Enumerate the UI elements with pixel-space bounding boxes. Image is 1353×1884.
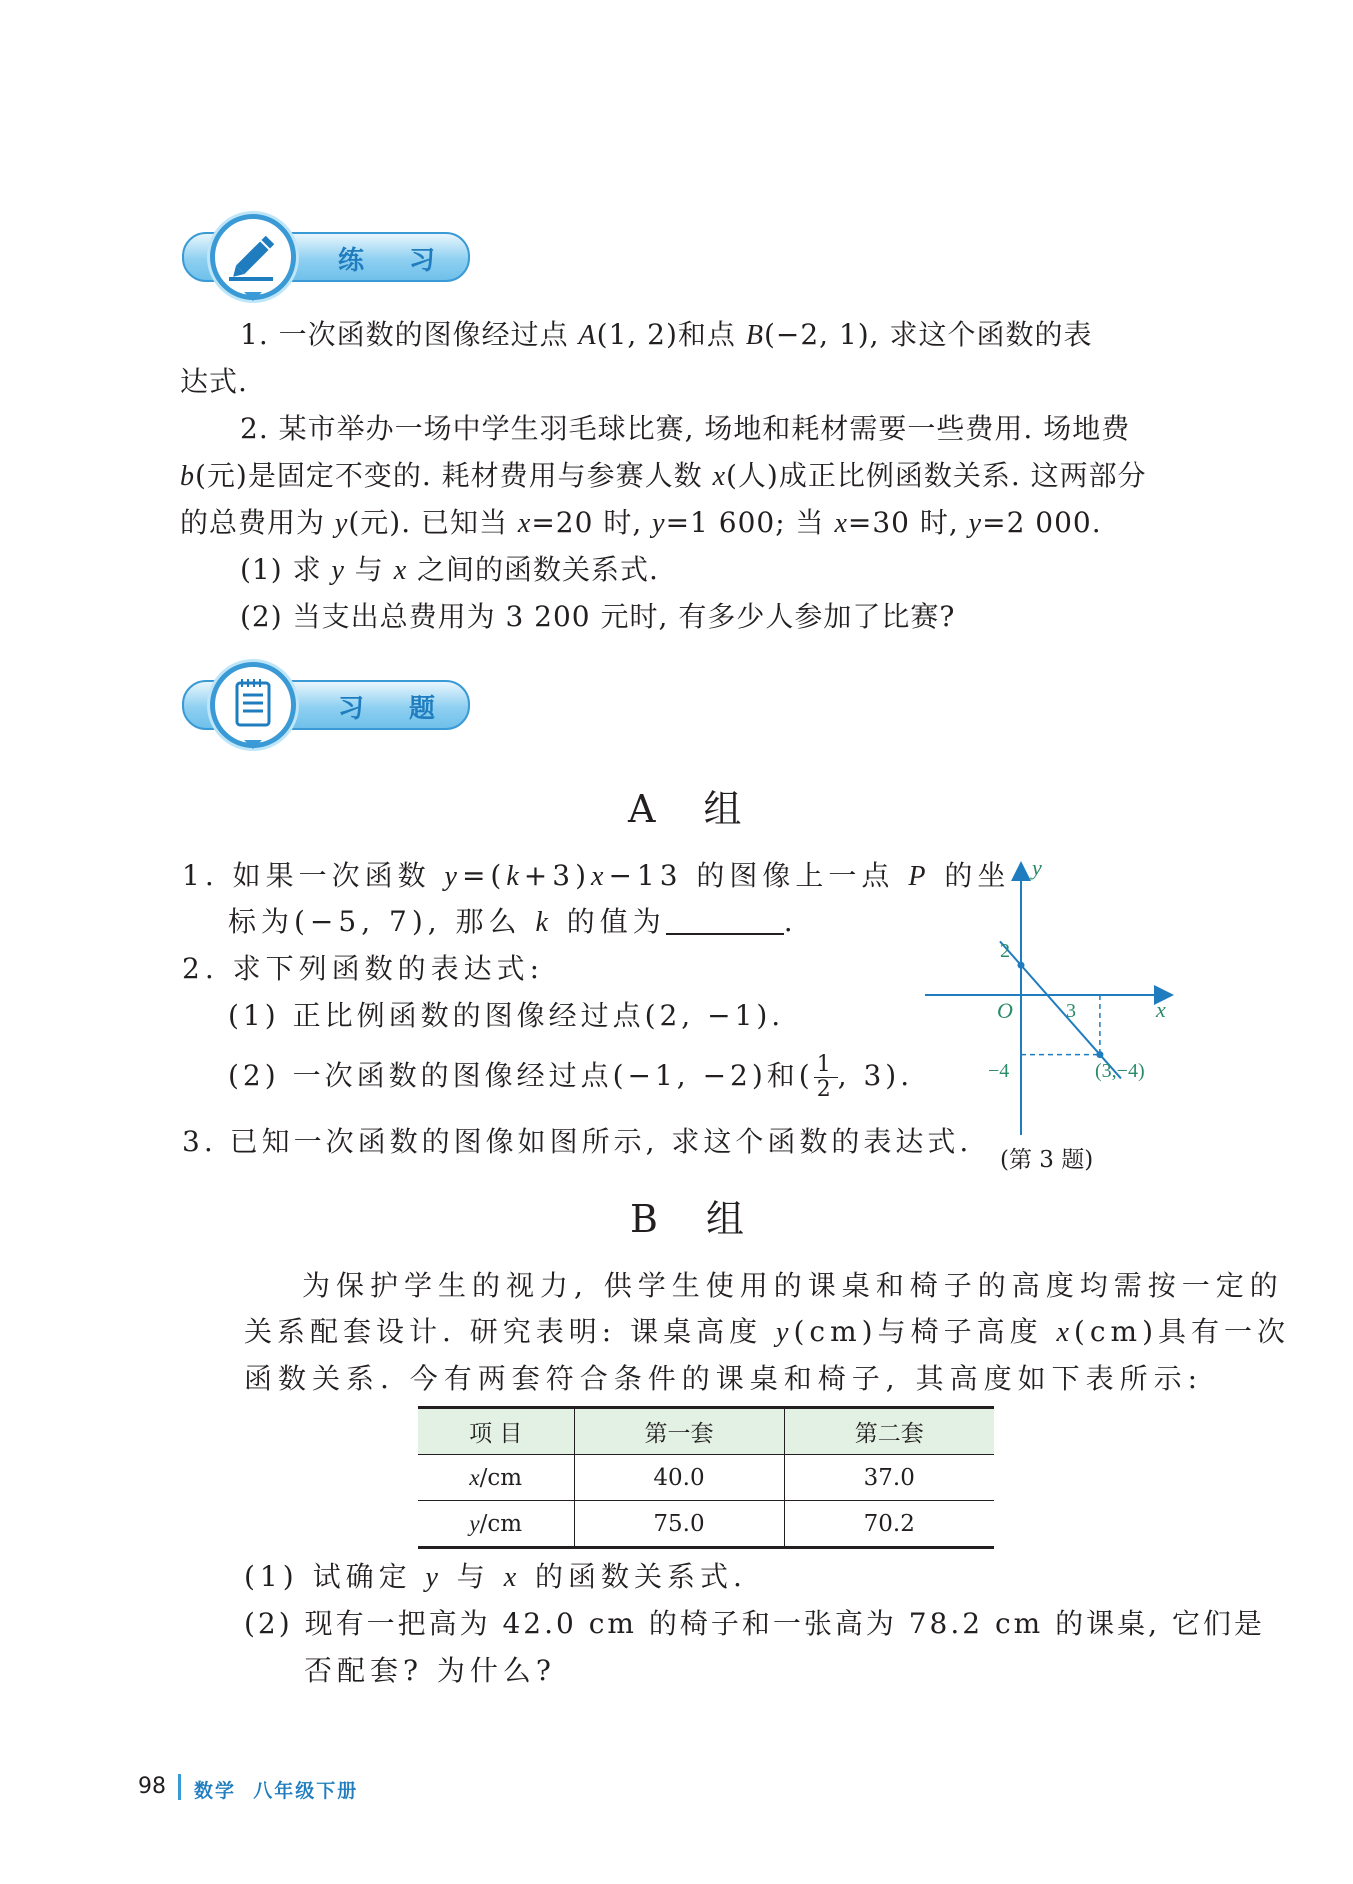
fraction-denominator: 2: [816, 1077, 835, 1102]
table-row: [418, 1501, 994, 1548]
var-b: b: [180, 461, 195, 492]
text: (元). 已知当: [348, 506, 518, 539]
text: =2 000.: [982, 506, 1102, 539]
table-cell: 40.0: [574, 1455, 784, 1501]
table-cell: 37.0: [784, 1455, 994, 1501]
text: 关系配套设计. 研究表明: 课桌高度: [244, 1315, 777, 1348]
table-header-row: [418, 1408, 994, 1455]
unit: /cm: [479, 1464, 523, 1491]
var-P: P: [908, 861, 931, 892]
var-x: x: [503, 1562, 522, 1593]
table-header-cell: 第一套: [574, 1408, 784, 1455]
table-cell: [418, 1455, 574, 1501]
table-header-cell: 项 目: [418, 1408, 574, 1455]
var-x: x: [591, 861, 609, 892]
text: .: [783, 905, 798, 938]
var-y: y: [968, 508, 983, 539]
var-x: x: [1056, 1317, 1074, 1348]
practice-q2-line1: 2. 某市举办一场中学生羽毛球比赛, 场地和耗材需要一些费用. 场地费: [240, 412, 1131, 445]
practice-title: 练 习: [338, 246, 454, 276]
point-label: (3,−4): [1095, 1060, 1145, 1082]
var-y: y: [331, 555, 345, 586]
var-x: x: [517, 508, 532, 539]
text: (cm)与椅子高度: [793, 1315, 1057, 1348]
text: 与: [344, 553, 394, 586]
var-y: y: [469, 1510, 480, 1536]
text: 的值为: [552, 905, 666, 938]
y-intercept-label: 2: [1000, 940, 1010, 962]
var-A: A: [578, 320, 597, 351]
origin-label: O: [997, 998, 1013, 1023]
page-number: 98: [138, 1774, 166, 1799]
a2: 2. 求下列函数的表达式:: [182, 952, 545, 985]
var-x: x: [469, 1464, 480, 1490]
table-cell: 70.2: [784, 1501, 994, 1548]
text: (1, 2)和点: [596, 318, 746, 351]
var-y: y: [444, 861, 462, 892]
var-y: y: [334, 508, 349, 539]
var-y: y: [425, 1562, 443, 1593]
var-y: y: [776, 1317, 794, 1348]
var-x: x: [712, 461, 726, 492]
exercises-header-badge: [210, 662, 296, 748]
x-tick-label: 3: [1066, 1000, 1076, 1022]
y-tick-label: −4: [988, 1060, 1010, 1082]
answer-blank: [666, 903, 784, 935]
text: 之间的函数关系式.: [407, 553, 659, 586]
notepad-icon: [215, 667, 291, 743]
text: (−2, 1), 求这个函数的表: [763, 318, 1093, 351]
text: 的总费用为: [180, 506, 335, 539]
practice-q2-line2: [180, 452, 1147, 500]
var-k: k: [535, 907, 553, 938]
a3: 3. 已知一次函数的图像如图所示, 求这个函数的表达式.: [182, 1125, 973, 1158]
a2-sub1: (1) 正比例函数的图像经过点(2, −1).: [228, 999, 785, 1032]
text: =30 时,: [847, 506, 969, 539]
exercises-header-arrow: [244, 740, 262, 749]
axis-y-label: y: [1032, 855, 1042, 880]
text: =20 时,: [531, 506, 653, 539]
b-line1: 为保护学生的视力, 供学生使用的课桌和椅子的高度均需按一定的: [302, 1269, 1284, 1302]
a1-line2: [228, 898, 798, 946]
text: 的函数关系式.: [521, 1560, 747, 1593]
fraction-one-half: [814, 1053, 838, 1102]
b-sub1: [244, 1553, 747, 1601]
fraction-numerator: 1: [814, 1053, 838, 1078]
var-x: x: [834, 508, 848, 539]
desk-chair-table: [418, 1406, 994, 1549]
text: (1) 试确定: [244, 1560, 426, 1593]
text: (cm)具有一次: [1073, 1315, 1290, 1348]
table-cell: 75.0: [574, 1501, 784, 1548]
table-header-cell: 第二套: [784, 1408, 994, 1455]
practice-q2-sub2: (2) 当支出总费用为 3 200 元时, 有多少人参加了比赛?: [240, 600, 956, 633]
practice-q2-sub1: [240, 546, 659, 594]
practice-q1-line2: 达式.: [180, 365, 248, 398]
text: 1. 如果一次函数: [182, 859, 445, 892]
figure-3-graph: [920, 855, 1180, 1145]
group-a-title: A 组: [628, 787, 760, 831]
b-line3: 函数关系. 今有两套符合条件的课桌和椅子, 其高度如下表所示:: [244, 1362, 1204, 1395]
a2-sub2: [228, 1052, 913, 1102]
text: 1. 一次函数的图像经过点: [240, 318, 579, 351]
table-row: [418, 1455, 994, 1501]
b-sub2-line2: 否配套? 为什么?: [304, 1654, 556, 1687]
var-y: y: [652, 508, 666, 539]
text: (元)是固定不变的. 耗材费用与参赛人数: [195, 459, 713, 492]
b-sub2-line1: (2) 现有一把高为 42.0 cm 的椅子和一张高为 78.2 cm 的课桌, 它们是: [244, 1607, 1265, 1640]
practice-q2-line3: [180, 499, 1102, 547]
text: 的坐: [930, 859, 1011, 892]
function-line: [1000, 941, 1121, 1078]
text: −13 的图像上一点: [608, 859, 909, 892]
pencil-icon: [215, 219, 291, 295]
y-intercept-point: [1018, 962, 1025, 969]
text: =1 600; 当: [665, 506, 835, 539]
figure-caption: (第 3 题): [1000, 1147, 1094, 1173]
text: (人)成正比例函数关系. 这两部分: [726, 459, 1147, 492]
var-k: k: [506, 861, 524, 892]
b-line2: [244, 1308, 1290, 1356]
text: (1) 求: [240, 553, 332, 586]
text: 与: [442, 1560, 504, 1593]
text: +3): [523, 859, 591, 892]
book-title: 数学 八年级下册: [194, 1780, 359, 1802]
var-x: x: [393, 555, 408, 586]
text: =(: [461, 859, 507, 892]
footer-divider: [178, 1774, 181, 1800]
practice-header-arrow: [244, 292, 262, 301]
group-b-title: B 组: [630, 1197, 763, 1241]
exercises-title: 习 题: [338, 694, 454, 724]
practice-header-badge: [210, 214, 296, 300]
a1-line1: [182, 852, 1010, 900]
point-3-neg4: [1096, 1051, 1103, 1058]
var-B: B: [745, 320, 764, 351]
text: (2) 一次函数的图像经过点(−1, −2)和(: [228, 1059, 814, 1092]
axis-x-label: x: [1156, 997, 1166, 1022]
unit: /cm: [479, 1510, 523, 1537]
practice-q1-line1: [240, 311, 1092, 359]
text: , 3).: [837, 1059, 914, 1092]
table-cell: [418, 1501, 574, 1548]
text: 标为(−5, 7), 那么: [228, 905, 536, 938]
